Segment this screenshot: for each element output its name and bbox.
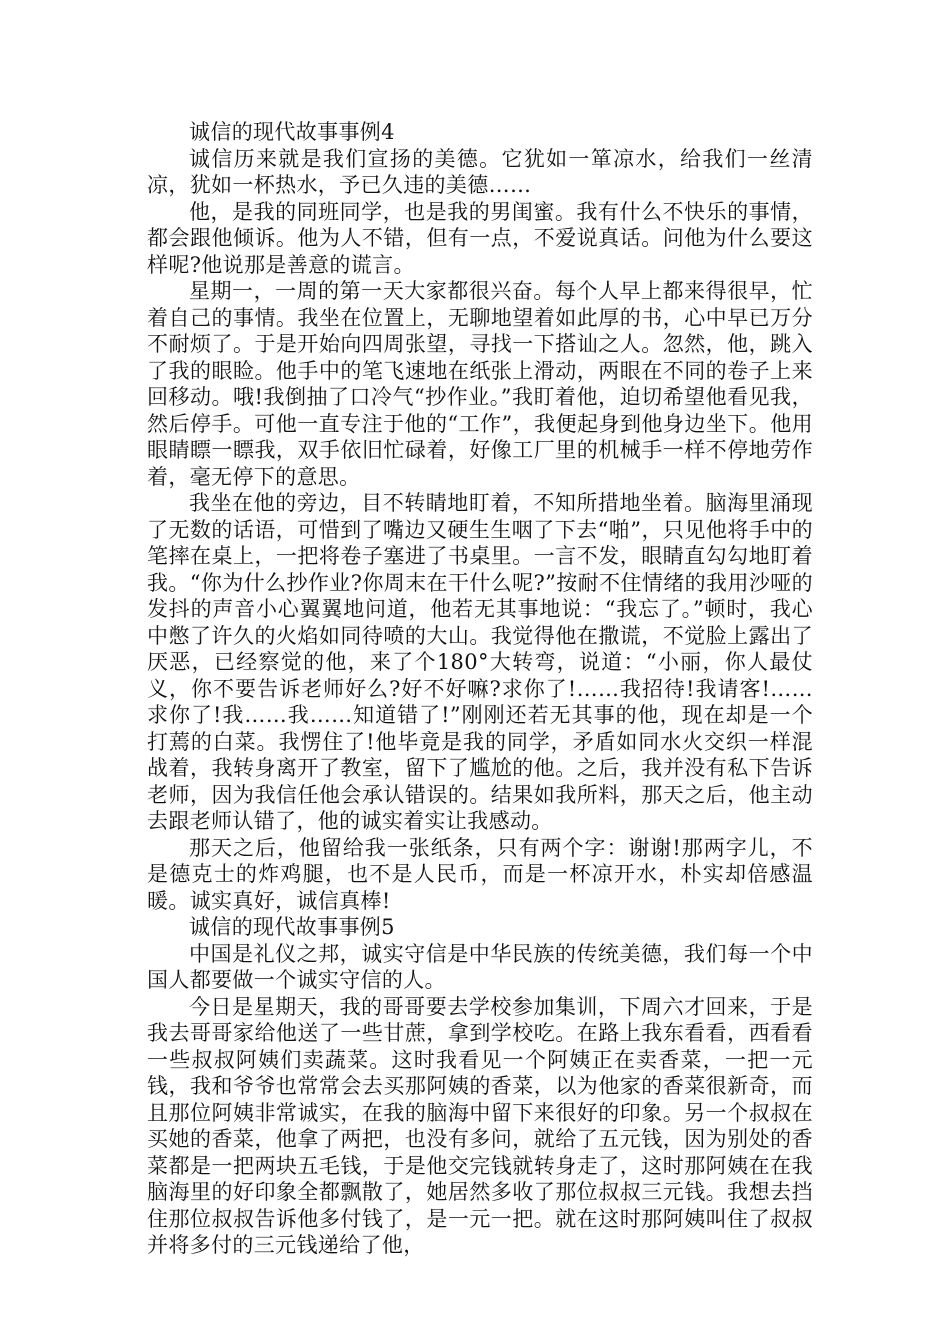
paragraph-classmate: 他，是我的同班同学，也是我的男闺蜜。我有什么不快乐的事情，都会跟他倾诉。他为人不错，但有一点，不爱说真话。问他为什么要这样呢?他说那是善意的谎言。 bbox=[147, 199, 813, 277]
section-heading-example-5: 诚信的现代故事事例5 bbox=[189, 915, 395, 939]
document-page bbox=[147, 119, 813, 1259]
paragraph-intro: 诚信历来就是我们宣扬的美德。它犹如一箪凉水，给我们一丝清凉，犹如一杯热水，予已久违的美德…… bbox=[147, 146, 813, 197]
section-heading-example-4: 诚信的现代故事事例4 bbox=[189, 120, 395, 144]
paragraph-confrontation: 我坐在他的旁边，目不转睛地盯着，不知所措地坐着。脑海里涌现了无数的话语，可惜到了嘴边又硬生生咽了下去“啪”，只见他将手中的笔摔在桌上，一把将卷子塞进了书桌里。一言不发，眼睛直勾勾地盯着我。“你为什么抄作业?你周末在干什么呢?”按耐不住情绪的我用沙哑的发抖的声音小心翼翼地问道，他若无其事地说：“我忘了。”顿时，我心中憋了许久的火焰如同待喷的大山。我觉得他在撒谎，不觉脸上露出了厌恶，已经察觉的他，来了个180°大转弯，说道：“小丽，你人最仗义，你不要告诉老师好么?好不好嘛?求你了!……我招待!我请客!……求你了!我……我……知道错了!”刚刚还若无其事的他，现在却是一个打蔫的白菜。我愣住了!他毕竟是我的同学，矛盾如同水火交织一样混战着，我转身离开了教室，留下了尴尬的他。之后，我并没有私下告诉老师，因为我信任他会承认错误的。结果如我所料，那天之后，他主动去跟老师认错了，他的诚实着实让我感动。 bbox=[147, 491, 813, 833]
paragraph-monday: 星期一，一周的第一天大家都很兴奋。每个人早上都来得很早，忙着自己的事情。我坐在位置上，无聊地望着如此厚的书，心中早已万分不耐烦了。于是开始向四周张望，寻找一下搭讪之人。忽然，他，跳入了我的眼睑。他手中的笔飞速地在纸张上滑动，两眼在不同的卷子上来回移动。哦!我倒抽了口冷气“抄作业。”我盯着他，迫切希望他看见我，然后停手。可他一直专注于他的“工作”，我便起身到他身边坐下。他用眼睛瞟一瞟我，双手依旧忙碌着，好像工厂里的机械手一样不停地劳作着，毫无停下的意思。 bbox=[147, 279, 813, 489]
paragraph-note: 那天之后，他留给我一张纸条，只有两个字：谢谢!那两字儿，不是德克士的炸鸡腿，也不是人民币，而是一杯凉开水，朴实却倍感温暖。诚实真好，诚信真棒! bbox=[147, 835, 813, 913]
paragraph-china: 中国是礼仪之邦，诚实守信是中华民族的传统美德，我们每一个中国人都要做一个诚实守信的人。 bbox=[147, 941, 813, 992]
paragraph-sunday: 今日是星期天，我的哥哥要去学校参加集训，下周六才回来，于是我去哥哥家给他送了一些甘蔗，拿到学校吃。在路上我东看看，西看看一些叔叔阿姨们卖蔬菜。这时我看见一个阿姨正在卖香菜，一把一元钱，我和爷爷也常常会去买那阿姨的香菜，以为他家的香菜很新奇，而且那位阿姨非常诚实，在我的脑海中留下来很好的印象。另一个叔叔在买她的香菜，他拿了两把，也没有多问，就给了五元钱，因为别处的香菜都是一把两块五毛钱，于是他交完钱就转身走了，这时那阿姨在在我脑海里的好印象全都飘散了，她居然多收了那位叔叔三元钱。我想去挡住那位叔叔告诉他多付钱了，是一元一把。就在这时那阿姨叫住了叔叔并将多付的三元钱递给了他， bbox=[147, 994, 813, 1257]
